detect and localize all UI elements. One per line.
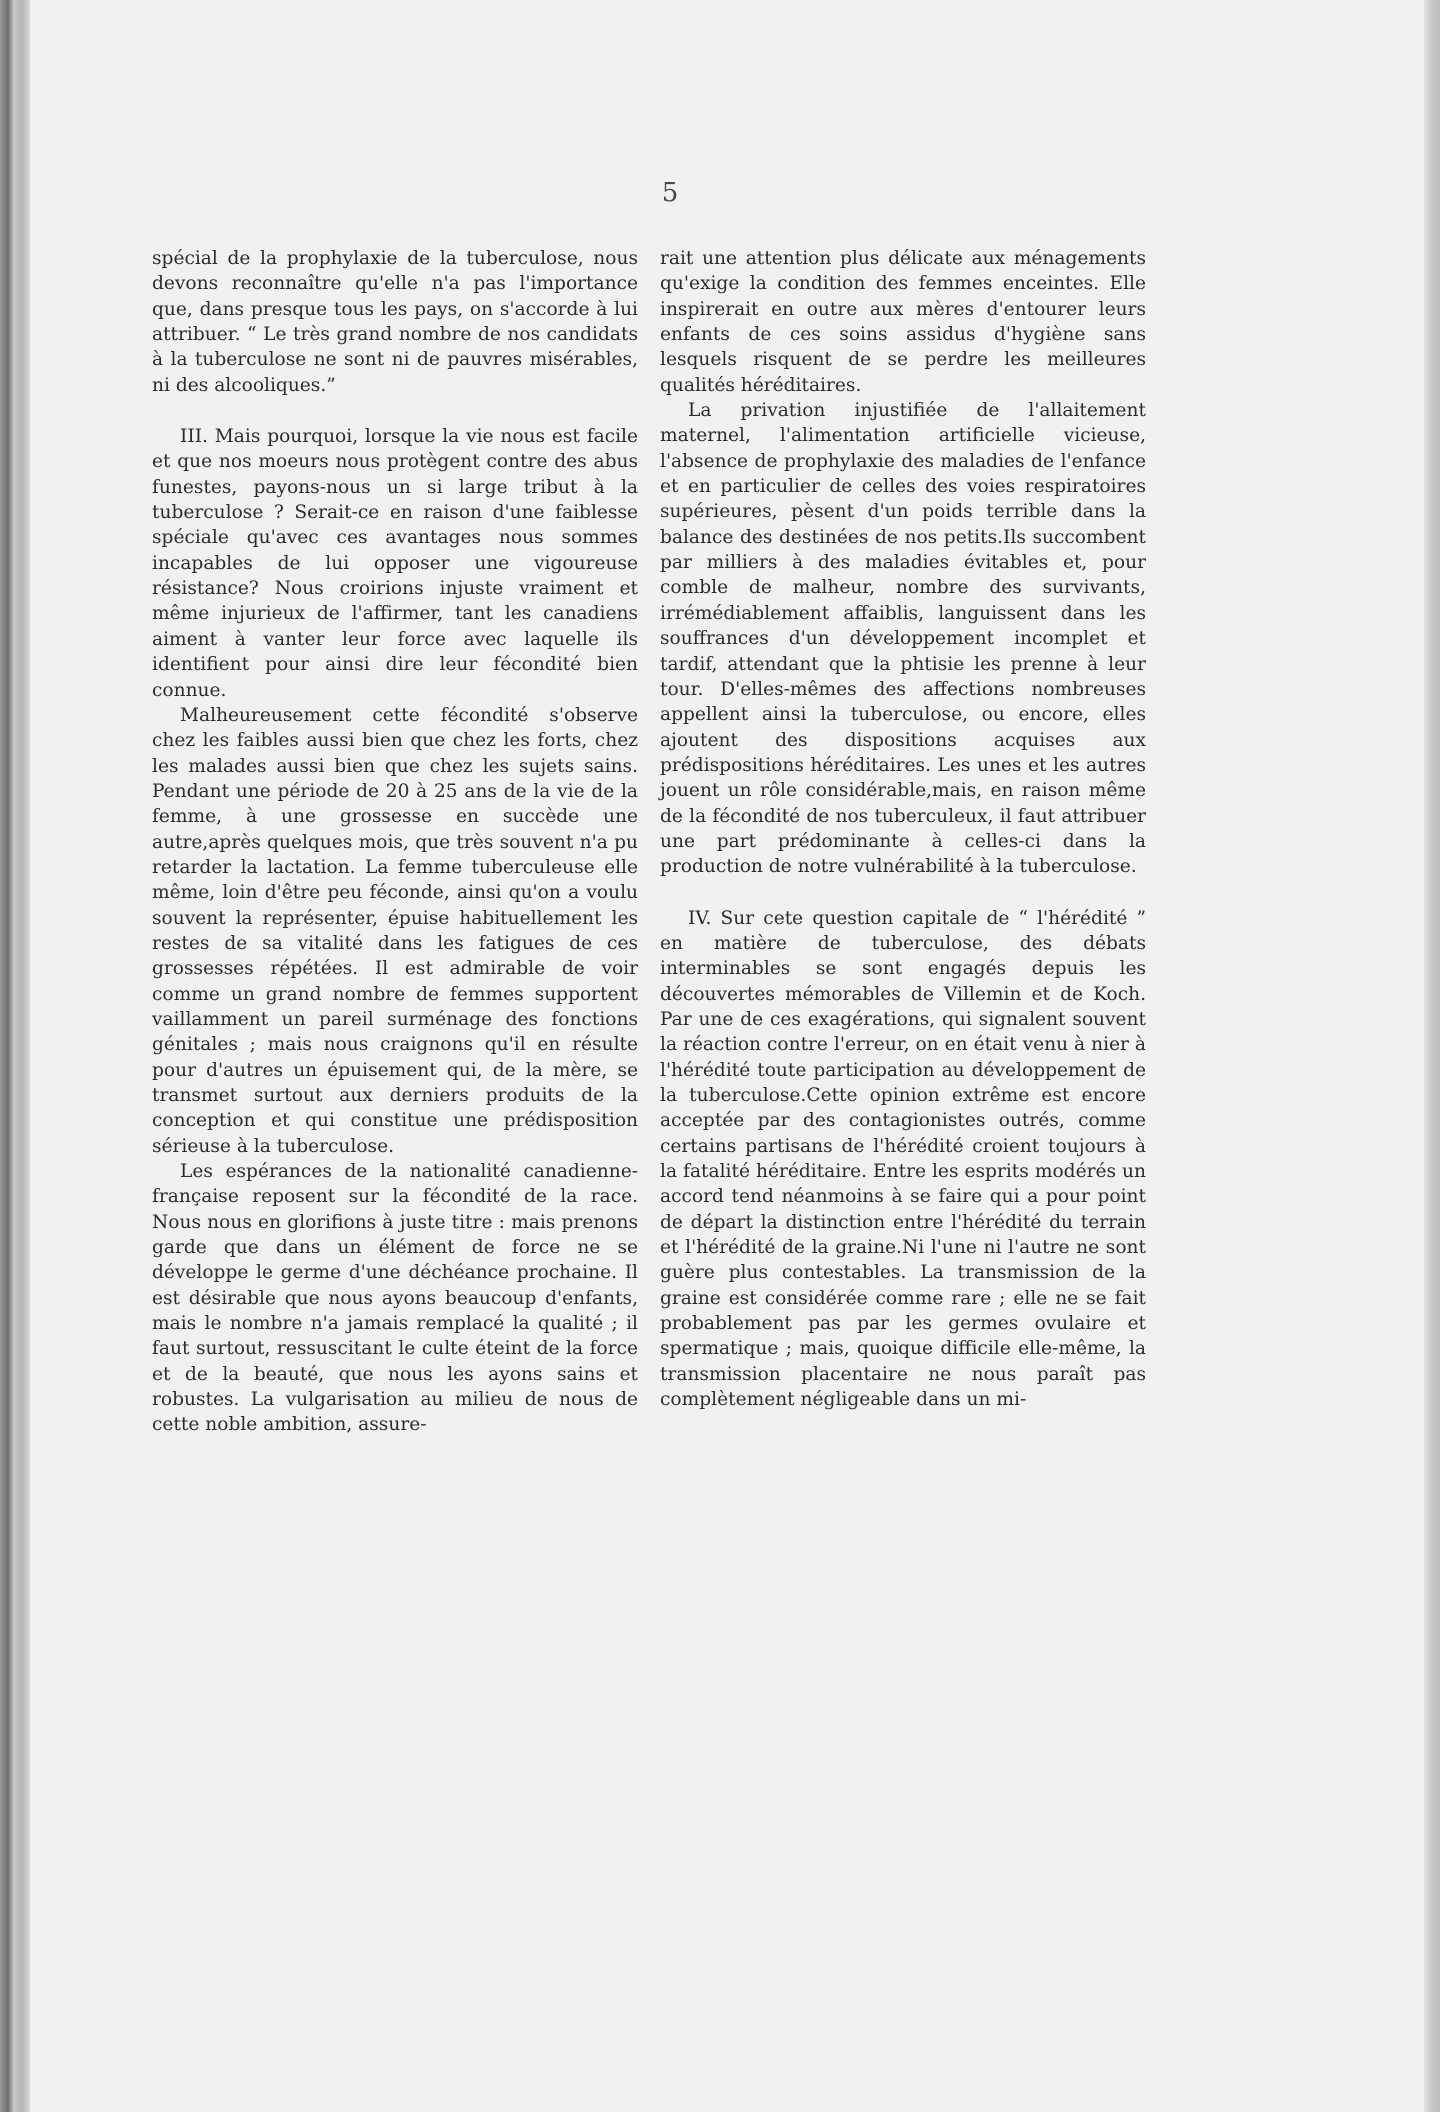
paragraph-section-iv: IV. Sur cete question capitale de “ l'hérédité ” en matière de tuberculose, des débats interminables se sont engagés depuis les découvertes mémorables de Villemin et de Koch. Par une de ces exagérations, qui signalent souvent la réaction contre l'erreur, on en était venu à nier à l'hérédité toute participation au développement de la tuberculose.Cette opinion extrême est encore acceptée par des contagionistes outrés, comme certains partisans de l'hérédité croient toujours à la fatalité héréditaire. Entre les esprits modérés un accord tend néanmoins à se faire qui a pour point de départ la distinction entre l'hérédité du terrain et l'hérédité de la graine.Ni l'une ni l'autre ne sont guère plus contestables. La transmission de la graine est considérée comme rare ; elle ne se fait probablement pas par les germes ovulaire et spermatique ; mais, quoique difficile elle-même, la transmission placentaire ne nous paraît pas complètement négligeable dans un mi- <box>660 907 1146 1411</box>
paragraph-allaitement: La privation injustifiée de l'allaitement maternel, l'alimentation artificielle vicieuse, l'absence de prophylaxie des maladies de l'enfance et en particulier de celles des voies respiratoires supérieures, pèsent d'un poids terrible dans la balance des destinées de nos petits.Ils succombent par milliers à des maladies évitables et, pour comble de malheur, nombre des survivants, irrémédiablement affaiblis, languissent dans les souffrances d'un développement incomplet et tardif, attendant que la phtisie les prenne à leur tour. D'elles-mêmes des affections nombreuses appellent ainsi la tuberculose, ou encore, elles ajoutent des dispositions acquises aux prédispositions héréditaires. Les unes et les autres jouent un rôle considérable,mais, en raison même de la fécondité de nos tuberculeux, il faut attribuer une part prédominante à celles-ci dans la production de notre vulnérabilité à la tuberculose. <box>660 400 1146 878</box>
left-text-column <box>152 246 638 1438</box>
right-text-column <box>660 246 1146 1412</box>
scan-left-edge <box>0 0 30 2112</box>
paragraph-continuation-right: rait une attention plus délicate aux ménagements qu'exige la condition des femmes enceintes. Elle inspirerait en outre aux mères d'entourer leurs enfants de ces soins assidus d'hygiène sans lesquels risquent de se perdre les meilleures qualités héréditaires. <box>660 248 1146 396</box>
paragraph-fecondite: Malheureusement cette fécondité s'observe chez les faibles aussi bien que chez les forts, chez les malades aussi bien que chez les sujets sains. Pendant une période de 20 à 25 ans de la vie de la femme, à une grossesse en succède une autre,après quelques mois, que très souvent n'a pu retarder la lactation. La femme tuberculeuse elle même, loin d'être peu féconde, ainsi qu'on a voulu souvent la représenter, épuise habituellement les restes de sa vitalité dans les fatigues de ces grossesses répétées. Il est admirable de voir comme un grand nombre de femmes supportent vaillamment un pareil surménage des fonctions génitales ; mais nous craignons qu'il en résulte pour d'autres un épuisement qui, de la mère, se transmet surtout aux derniers produits de la conception et qui constitue une prédisposition sérieuse à la tuberculose. <box>152 704 638 1157</box>
scan-right-edge <box>1424 0 1440 2112</box>
page-number: 5 <box>661 178 679 208</box>
paragraph-continuation: spécial de la prophylaxie de la tuberculose, nous devons reconnaître qu'elle n'a pas l'importance que, dans presque tous les pays, on s'accorde à lui attribuer. “ Le très grand nombre de nos candidats à la tuberculose ne sont ni de pauvres misérables, ni des alcooliques.” <box>152 248 638 396</box>
paragraph-esperances: Les espérances de la nationalité canadienne-française reposent sur la fécondité de la race. Nous nous en glorifions à juste titre : mais prenons garde que dans un élément de force ne se développe le germe d'une déchéance prochaine. Il est désirable que nous ayons beaucoup d'enfants, mais le nombre n'a jamais remplacé la qualité ; il faut surtout, ressuscitant le culte éteint de la force et de la beauté, que nous les ayons sains et robustes. La vulgarisation au milieu de nous de cette noble ambition, assure- <box>152 1161 638 1436</box>
paragraph-section-iii: III. Mais pourquoi, lorsque la vie nous est facile et que nos moeurs nous protègent contre des abus funestes, payons-nous un si large tribut à la tuberculose ? Serait-ce en raison d'une faiblesse spéciale qu'avec ces avantages nous sommes incapables de lui opposer une vigoureuse résistance? Nous croirions injuste vraiment et même injurieux de l'affirmer, tant les canadiens aiment à vanter leur force avec laquelle ils identifient pour ainsi dire leur fécondité bien connue. <box>152 426 638 701</box>
